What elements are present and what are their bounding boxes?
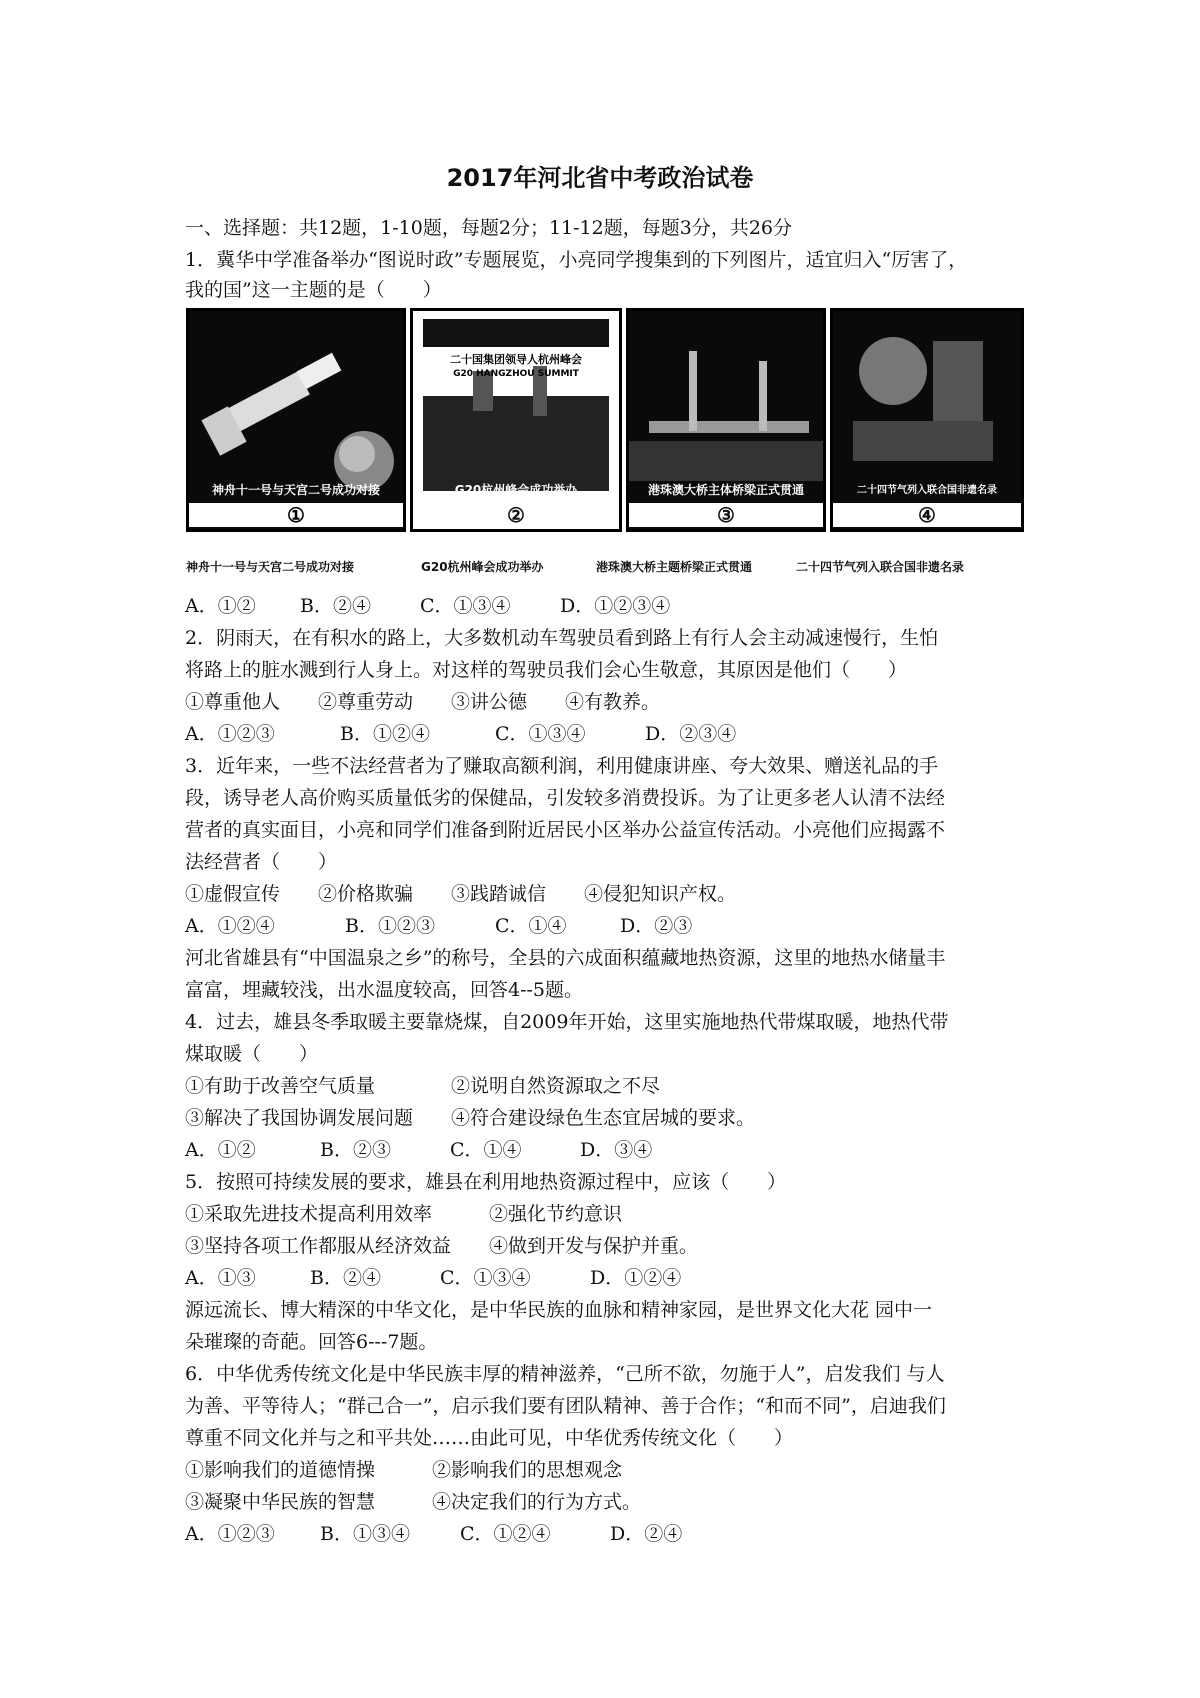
q5-option-a: A．①③: [185, 1267, 256, 1289]
picture-3-label: 港珠澳大桥主体桥梁正式贯通: [647, 483, 804, 497]
q5-stem-line-1: 5．按照可持续发展的要求，雄县在利用地热资源过程中，应该（ ）: [185, 1171, 787, 1193]
material-45-line-1: 河北省雄县有“中国温泉之乡”的称号，全县的六成面积蕴藏地热资源，这里的地热水储量丰: [185, 947, 946, 969]
q3-option-d: D．②③: [620, 915, 693, 937]
caption-4: 二十四节气列入联合国非遗名录: [796, 560, 965, 574]
material-67-line-1: 源远流长、博大精深的中华文化，是中华民族的血脉和精神家园，是世界文化大花 园中一: [185, 1299, 933, 1321]
q1-option-d: D．①②③④: [560, 595, 671, 617]
q5-option-c: C．①③④: [440, 1267, 531, 1289]
q3-stem-line-4: 法经营者（ ）: [185, 851, 338, 873]
caption-1: 神舟十一号与天宫二号成功对接: [186, 560, 355, 574]
q3-option-b: B．①②③: [345, 915, 435, 937]
q6-stem-line-2: 为善、平等待人；“群己合一”，启示我们要有团队精神、善于合作；“和而不同”，启迪我们: [185, 1395, 946, 1417]
q2-option-b: B．①②④: [340, 723, 430, 745]
q1-stem-line-2: 我的国”这一主题的是（ ）: [185, 279, 442, 301]
q1-stem-line-1: 1．冀华中学准备举办“图说时政”专题展览，小亮同学搜集到的下列图片，适宜归入“厉害了，: [185, 249, 968, 271]
q3-items: ①虚假宣传 ②价格欺骗 ③践踏诚信 ④侵犯知识产权。: [185, 883, 737, 905]
picture-1-number: ①: [189, 503, 403, 527]
q4-option-d: D．③④: [580, 1139, 653, 1161]
q6-option-b: B．①③④: [320, 1523, 410, 1545]
picture-3-bridge: [626, 308, 826, 532]
picture-3-number: ③: [629, 503, 823, 527]
q3-option-a: A．①②④: [185, 915, 275, 937]
page-title: 2017年河北省中考政治试卷: [446, 164, 754, 192]
picture-4-solar-terms: [830, 308, 1024, 532]
picture-4-label: 二十四节气列入联合国非遗名录: [857, 485, 997, 496]
q2-option-a: A．①②③: [185, 723, 275, 745]
q2-option-d: D．②③④: [645, 723, 737, 745]
q4-option-b: B．②③: [320, 1139, 391, 1161]
q4-items-line-1: ①有助于改善空气质量 ②说明自然资源取之不尽: [185, 1075, 661, 1097]
material-67-line-2: 朵璀璨的奇葩。回答6---7题。: [185, 1331, 438, 1353]
q1-option-a: A．①②: [185, 595, 256, 617]
picture-2-g20: [410, 308, 622, 532]
q2-stem-line-1: 2．阴雨天，在有积水的路上，大多数机动车驾驶员看到路上有行人会主动减速慢行，生怕: [185, 627, 939, 649]
q6-option-d: D．②④: [610, 1523, 683, 1545]
q4-stem-line-2: 煤取暖（ ）: [185, 1043, 319, 1065]
picture-2-number: ②: [413, 503, 619, 527]
q6-option-c: C．①②④: [460, 1523, 551, 1545]
q3-option-c: C．①④: [495, 915, 567, 937]
q1-picture-strip: [186, 308, 1024, 532]
q2-items: ①尊重他人 ②尊重劳动 ③讲公德 ④有教养。: [185, 691, 661, 713]
picture-2-label: G20杭州峰会成功举办: [454, 483, 578, 497]
material-45-line-2: 富富，埋藏较浅，出水温度较高，回答4--5题。: [185, 979, 584, 1001]
picture-1-label: 神舟十一号与天宫二号成功对接: [211, 483, 380, 497]
q4-option-a: A．①②: [185, 1139, 256, 1161]
q6-items-line-2: ③凝聚中华民族的智慧 ④决定我们的行为方式。: [185, 1491, 642, 1513]
caption-2: G20杭州峰会成功举办: [421, 560, 544, 574]
q1-caption-row: [186, 558, 1024, 578]
caption-3: 港珠澳大桥主题桥梁正式贯通: [596, 560, 753, 574]
q3-stem-line-2: 段，诱导老人高价购买质量低劣的保健品，引发较多消费投诉。为了让更多老人认清不法经: [185, 787, 946, 809]
q4-option-c: C．①④: [450, 1139, 522, 1161]
q5-items-line-1: ①采取先进技术提高利用效率 ②强化节约意识: [185, 1203, 623, 1225]
q6-stem-line-1: 6．中华优秀传统文化是中华民族丰厚的精神滋养，“己所不欲，勿施于人”，启发我们 与人: [185, 1363, 945, 1385]
q6-option-a: A．①②③: [185, 1523, 275, 1545]
g20-sign-chinese: 二十国集团领导人杭州峰会: [450, 353, 582, 366]
q2-stem-line-2: 将路上的脏水溅到行人身上。对这样的驾驶员我们会心生敬意，其原因是他们（ ）: [185, 659, 908, 681]
q2-option-c: C．①③④: [495, 723, 586, 745]
q5-items-line-2: ③坚持各项工作都服从经济效益 ④做到开发与保护并重。: [185, 1235, 699, 1257]
section-heading: 一、选择题：共12题，1-10题，每题2分；11-12题，每题3分，共26分: [185, 217, 792, 239]
q5-option-d: D．①②④: [590, 1267, 682, 1289]
q5-option-b: B．②④: [310, 1267, 381, 1289]
q6-stem-line-3: 尊重不同文化并与之和平共处……由此可见，中华优秀传统文化（ ）: [185, 1427, 794, 1449]
picture-1-spacecraft: [186, 308, 406, 532]
g20-sign-english: G20 HANGZHOU SUMMIT: [453, 369, 579, 379]
picture-4-number: ④: [833, 503, 1021, 527]
solar-terms-image: [833, 311, 1021, 529]
q1-option-b: B．②④: [300, 595, 371, 617]
q6-items-line-1: ①影响我们的道德情操 ②影响我们的思想观念: [185, 1459, 623, 1481]
q4-stem-line-1: 4．过去，雄县冬季取暖主要靠烧煤，自2009年开始，这里实施地热代带煤取暖，地热代带: [185, 1011, 949, 1033]
q3-stem-line-3: 营者的真实面目，小亮和同学们准备到附近居民小区举办公益宣传活动。小亮他们应揭露不: [185, 819, 946, 841]
q4-items-line-2: ③解决了我国协调发展问题 ④符合建设绿色生态宜居城的要求。: [185, 1107, 756, 1129]
q3-stem-line-1: 3．近年来，一些不法经营者为了赚取高额利润，利用健康讲座、夸大效果、赠送礼品的手: [185, 755, 939, 777]
q1-option-c: C．①③④: [420, 595, 511, 617]
